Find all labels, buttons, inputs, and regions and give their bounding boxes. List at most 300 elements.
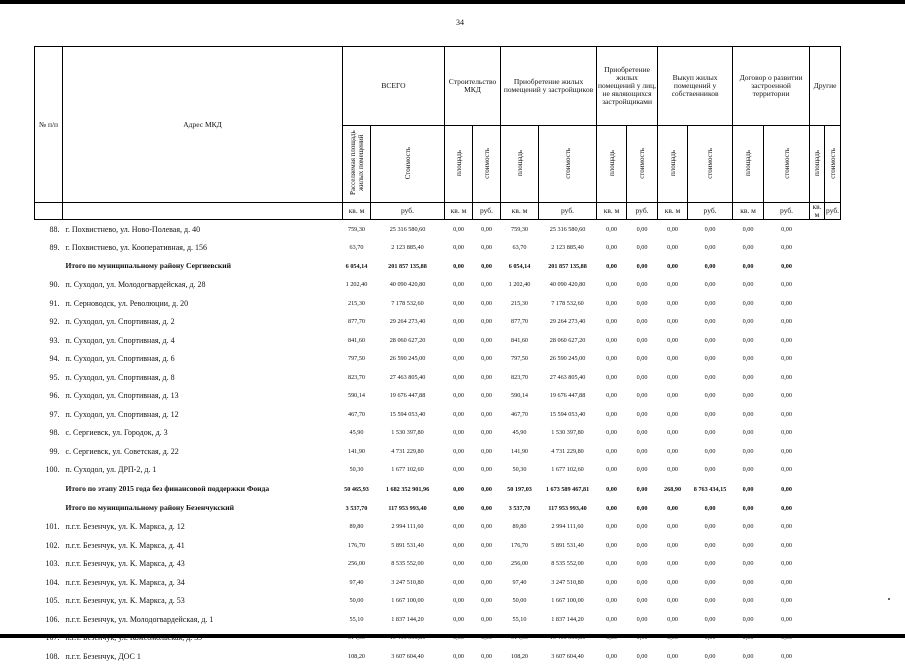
- value-cell: 201 857 135,88: [548, 262, 587, 270]
- value-cell: 0,00: [742, 336, 754, 344]
- value-cell: 8 535 552,00: [391, 560, 424, 568]
- value-cell: 0,00: [481, 504, 492, 512]
- value-cell: 0,00: [636, 597, 648, 605]
- value-cell: 823,70: [347, 373, 365, 381]
- header-group: ВСЕГО: [343, 47, 445, 126]
- value-cell: 5 891 531,40: [551, 541, 584, 549]
- value-cell: 25 316 580,60: [389, 225, 426, 233]
- table-row: [35, 518, 841, 537]
- value-cell: 0,00: [742, 578, 754, 586]
- value-cell: 0,00: [781, 281, 792, 289]
- value-cell: [810, 257, 825, 276]
- value-cell: 0,00: [481, 541, 492, 549]
- value-cell: 50,30: [512, 466, 527, 474]
- value-cell: 0,00: [453, 336, 464, 344]
- table-row: [35, 442, 841, 461]
- value-cell: 50,00: [512, 597, 527, 605]
- value-cell: 0,00: [453, 541, 464, 549]
- value-cell: [810, 555, 825, 574]
- value-cell: 0,00: [704, 652, 716, 660]
- value-cell: 0,00: [704, 392, 716, 400]
- value-cell: 0,00: [704, 281, 716, 289]
- header-subcolumn: [658, 126, 688, 203]
- value-cell: 0,00: [636, 244, 648, 252]
- value-cell: 0,00: [481, 652, 492, 660]
- value-cell: 759,30: [511, 225, 529, 233]
- value-cell: 3 247 510,80: [391, 578, 424, 586]
- value-cell: 0,00: [636, 318, 648, 326]
- value-cell: 0,00: [704, 262, 716, 270]
- value-cell: [810, 518, 825, 537]
- value-cell: 0,00: [481, 560, 492, 568]
- value-cell: 0,00: [742, 429, 754, 437]
- value-cell: 3 247 510,80: [551, 578, 584, 586]
- header-group: Приобретение жилых помещений у застройщиков: [501, 47, 597, 126]
- header-unit: руб.: [825, 203, 841, 220]
- header-subcolumn: [343, 126, 371, 203]
- value-cell: 2 994 111,60: [391, 523, 424, 531]
- value-cell: 89,80: [349, 523, 364, 531]
- value-cell: 0,00: [781, 615, 792, 623]
- value-cell: 1 202,40: [345, 281, 368, 289]
- value-cell: 0,00: [667, 560, 678, 568]
- row-number: 91.: [49, 298, 60, 308]
- table-row: [35, 461, 841, 480]
- header-subcolumn-label: стоимость: [782, 147, 791, 179]
- table-row: [35, 294, 841, 313]
- address-cell: п.г.т. Безенчук, ул. К. Маркса, д. 43: [65, 559, 185, 569]
- value-cell: 0,00: [704, 597, 716, 605]
- value-cell: 0,00: [667, 541, 678, 549]
- value-cell: 0,00: [606, 299, 617, 307]
- value-cell: 108,20: [347, 652, 365, 660]
- address-cell: с. Сергиевск, ул. Городок, д. 3: [65, 428, 168, 438]
- row-number: [35, 257, 63, 276]
- value-cell: 256,00: [347, 560, 365, 568]
- value-cell: 1 202,40: [508, 281, 531, 289]
- value-cell: 55,10: [512, 615, 527, 623]
- value-cell: 0,00: [606, 373, 617, 381]
- value-cell: 0,00: [606, 429, 617, 437]
- value-cell: 1 667 100,00: [551, 597, 584, 605]
- value-cell: 0,00: [606, 615, 617, 623]
- value-cell: 0,00: [781, 541, 792, 549]
- header-unit: кв. м: [597, 203, 627, 220]
- value-cell: 0,00: [636, 429, 648, 437]
- value-cell: 0,00: [704, 560, 716, 568]
- table-row: [35, 276, 841, 295]
- value-cell: 467,70: [347, 410, 365, 418]
- value-cell: [825, 313, 841, 332]
- row-number: 99.: [49, 446, 60, 456]
- value-cell: 6 054,14: [508, 262, 531, 270]
- value-cell: 0,00: [742, 541, 754, 549]
- value-cell: [825, 479, 841, 499]
- header-group: Строительство МКД: [445, 47, 501, 126]
- header-subcolumn-label: стоимость: [828, 147, 837, 179]
- table-row: [35, 405, 841, 424]
- value-cell: 0,00: [606, 225, 617, 233]
- value-cell: 0,00: [781, 225, 792, 233]
- row-number: 90.: [49, 280, 60, 290]
- value-cell: 0,00: [704, 318, 716, 326]
- header-group: Договор о развитии застроенной территории: [733, 47, 810, 126]
- value-cell: 0,00: [742, 447, 754, 455]
- value-cell: 0,00: [704, 447, 716, 455]
- value-cell: 0,00: [781, 429, 792, 437]
- value-cell: 0,00: [704, 615, 716, 623]
- value-cell: 7 178 532,60: [391, 299, 424, 307]
- value-cell: 40 090 420,80: [549, 281, 586, 289]
- value-cell: 0,00: [704, 373, 716, 381]
- header-unit: кв. м: [501, 203, 539, 220]
- value-cell: 50 465,93: [344, 485, 369, 493]
- total-label: Итого по муниципальному району Безенчукский: [65, 503, 234, 513]
- value-cell: 0,00: [781, 262, 792, 270]
- value-cell: 0,00: [636, 523, 648, 531]
- value-cell: 25 316 580,60: [549, 225, 586, 233]
- value-cell: 50 197,03: [507, 485, 532, 493]
- value-cell: [810, 479, 825, 499]
- value-cell: [825, 461, 841, 480]
- value-cell: 6 054,14: [345, 262, 368, 270]
- row-number: 105.: [45, 596, 60, 606]
- value-cell: 0,00: [636, 615, 648, 623]
- value-cell: 0,00: [667, 355, 678, 363]
- value-cell: 0,00: [481, 299, 492, 307]
- value-cell: 0,00: [636, 652, 648, 660]
- value-cell: [825, 331, 841, 350]
- value-cell: 0,00: [481, 318, 492, 326]
- value-cell: 0,00: [453, 392, 464, 400]
- value-cell: 176,70: [347, 541, 365, 549]
- value-cell: 0,00: [636, 410, 648, 418]
- value-cell: 0,00: [636, 281, 648, 289]
- value-cell: 45,90: [512, 429, 527, 437]
- value-cell: 0,00: [481, 615, 492, 623]
- value-cell: 0,00: [606, 560, 617, 568]
- value-cell: 1 530 397,80: [391, 429, 424, 437]
- value-cell: 29 264 273,40: [389, 318, 426, 326]
- value-cell: 0,00: [781, 466, 792, 474]
- value-cell: 5 891 531,40: [391, 541, 424, 549]
- value-cell: 0,00: [636, 225, 648, 233]
- value-cell: 0,00: [481, 523, 492, 531]
- value-cell: 0,00: [667, 225, 678, 233]
- value-cell: [810, 294, 825, 313]
- value-cell: 0,00: [453, 615, 464, 623]
- value-cell: 0,00: [781, 523, 792, 531]
- header-group: Выкуп жилых помещений у собственников: [658, 47, 733, 126]
- value-cell: 0,00: [606, 485, 617, 493]
- value-cell: [825, 405, 841, 424]
- row-number: 101.: [45, 522, 60, 532]
- value-cell: 29 264 273,40: [549, 318, 586, 326]
- value-cell: 19 676 447,88: [549, 392, 586, 400]
- header-subcolumn: [501, 126, 539, 203]
- total-row: [35, 499, 841, 518]
- address-cell: п. Серноводск, ул. Революции, д. 20: [65, 298, 189, 308]
- header-subcolumn-label: Стоимость: [403, 146, 412, 180]
- value-cell: 0,00: [606, 504, 617, 512]
- address-cell: п.г.т. Безенчук, ул. Молодогвардейская, д. 1: [65, 614, 214, 624]
- value-cell: 8 535 552,00: [551, 560, 584, 568]
- total-label: Итого по этапу 2015 года без финансовой поддержки Фонда: [65, 484, 270, 493]
- value-cell: 0,00: [667, 410, 678, 418]
- header-unit: кв. м: [658, 203, 688, 220]
- header-unit: руб.: [539, 203, 597, 220]
- value-cell: [825, 220, 841, 239]
- value-cell: 1 667 100,00: [391, 597, 424, 605]
- header-subcolumn: [733, 126, 764, 203]
- value-cell: 0,00: [781, 597, 792, 605]
- value-cell: 0,00: [481, 410, 492, 418]
- value-cell: 0,00: [636, 504, 648, 512]
- value-cell: 0,00: [781, 373, 792, 381]
- value-cell: 0,00: [481, 597, 492, 605]
- value-cell: 0,00: [704, 504, 716, 512]
- value-cell: 0,00: [481, 578, 492, 586]
- value-cell: 141,90: [347, 447, 365, 455]
- value-cell: [825, 499, 841, 518]
- value-cell: 27 463 805,40: [389, 373, 426, 381]
- value-cell: 0,00: [453, 429, 464, 437]
- value-cell: 28 060 627,20: [549, 336, 586, 344]
- row-number: 106.: [45, 614, 60, 624]
- value-cell: 0,00: [481, 225, 492, 233]
- value-cell: 0,00: [453, 318, 464, 326]
- value-cell: 0,00: [667, 244, 678, 252]
- value-cell: [810, 536, 825, 555]
- value-cell: 0,00: [481, 447, 492, 455]
- value-cell: 28 060 627,20: [389, 336, 426, 344]
- header-unit: кв. м: [810, 203, 825, 220]
- value-cell: 117 953 993,40: [388, 504, 427, 512]
- address-cell: п.г.т. Безенчук, ул. К. Маркса, д. 53: [65, 596, 185, 606]
- value-cell: 0,00: [606, 281, 617, 289]
- value-cell: 0,00: [481, 466, 492, 474]
- value-cell: 0,00: [704, 578, 716, 586]
- value-cell: 0,00: [606, 244, 617, 252]
- address-cell: с. Сергиевск, ул. Советская, д. 22: [65, 446, 179, 456]
- value-cell: 0,00: [742, 392, 754, 400]
- value-cell: 108,20: [511, 652, 529, 660]
- value-cell: 0,00: [606, 652, 617, 660]
- value-cell: 0,00: [636, 485, 648, 493]
- address-cell: п.г.т. Безенчук, ДОС 1: [65, 651, 141, 661]
- address-cell: п. Суходол, ул. Спортивная, д. 6: [65, 354, 175, 364]
- header-subcolumn-label: Расселяемая площадь жилых помещений: [348, 130, 365, 196]
- value-cell: 797,50: [347, 355, 365, 363]
- header-subcolumn: [371, 126, 445, 203]
- value-cell: 797,50: [511, 355, 529, 363]
- total-row: [35, 257, 841, 276]
- value-cell: 26 590 245,00: [389, 355, 426, 363]
- value-cell: 0,00: [742, 355, 754, 363]
- value-cell: 50,30: [349, 466, 364, 474]
- header-subcolumn: [445, 126, 473, 203]
- value-cell: 0,00: [481, 392, 492, 400]
- value-cell: 0,00: [742, 410, 754, 418]
- address-cell: п. Суходол, ул. ДРП-2, д. 1: [65, 465, 157, 475]
- table-row: [35, 592, 841, 611]
- address-cell: п. Суходол, ул. Спортивная, д. 8: [65, 372, 175, 382]
- header-subcolumn: [688, 126, 733, 203]
- value-cell: 256,00: [511, 560, 529, 568]
- value-cell: 89,80: [512, 523, 527, 531]
- value-cell: 0,00: [704, 541, 716, 549]
- row-number: 98.: [49, 428, 60, 438]
- value-cell: 0,00: [742, 299, 754, 307]
- value-cell: 0,00: [606, 541, 617, 549]
- value-cell: 3 537,70: [508, 504, 531, 512]
- address-cell: г. Похвистнево, ул. Кооперативная, д. 156: [65, 243, 208, 253]
- value-cell: 2 994 111,60: [551, 523, 584, 531]
- value-cell: 0,00: [781, 299, 792, 307]
- value-cell: 0,00: [636, 299, 648, 307]
- value-cell: 0,00: [606, 597, 617, 605]
- value-cell: 0,00: [667, 373, 678, 381]
- value-cell: 0,00: [606, 336, 617, 344]
- value-cell: 1 837 144,20: [391, 615, 424, 623]
- value-cell: 0,00: [606, 262, 617, 270]
- value-cell: 0,00: [667, 447, 678, 455]
- table-row: [35, 555, 841, 574]
- value-cell: 0,00: [453, 355, 464, 363]
- table-row: [35, 536, 841, 555]
- value-cell: [810, 239, 825, 258]
- row-number: 102.: [45, 540, 60, 550]
- value-cell: 45,90: [349, 429, 364, 437]
- value-cell: [810, 442, 825, 461]
- row-number: 103.: [45, 559, 60, 569]
- value-cell: 8 763 434,15: [693, 485, 727, 493]
- address-cell: п. Суходол, ул. Спортивная, д. 4: [65, 335, 175, 345]
- value-cell: 0,00: [742, 597, 754, 605]
- table-header: [35, 47, 841, 220]
- header-subcolumn-label: площадь: [813, 150, 822, 176]
- table-row: [35, 350, 841, 369]
- value-cell: 0,00: [742, 615, 754, 623]
- header-unit: руб.: [627, 203, 658, 220]
- row-number: 94.: [49, 354, 60, 364]
- table-row: [35, 610, 841, 629]
- value-cell: 0,00: [704, 523, 716, 531]
- value-cell: [825, 350, 841, 369]
- header-subcolumn-label: площадь: [668, 150, 677, 176]
- scan-edge-top: [0, 0, 905, 4]
- value-cell: [825, 368, 841, 387]
- value-cell: 0,00: [704, 336, 716, 344]
- table-row: [35, 424, 841, 443]
- value-cell: 0,00: [481, 336, 492, 344]
- row-number: 97.: [49, 409, 60, 419]
- value-cell: 0,00: [742, 466, 754, 474]
- value-cell: [810, 313, 825, 332]
- value-cell: 63,70: [349, 244, 364, 252]
- value-cell: 0,00: [667, 299, 678, 307]
- value-cell: [825, 573, 841, 592]
- value-cell: 176,70: [511, 541, 529, 549]
- table-row: [35, 331, 841, 350]
- value-cell: 0,00: [481, 262, 492, 270]
- value-cell: 0,00: [636, 373, 648, 381]
- header-subcolumn-label: стоимость: [706, 147, 715, 179]
- value-cell: 0,00: [781, 578, 792, 586]
- value-cell: 0,00: [667, 504, 678, 512]
- value-cell: 0,00: [742, 652, 754, 660]
- value-cell: [810, 592, 825, 611]
- value-cell: 0,00: [636, 355, 648, 363]
- value-cell: 0,00: [667, 281, 678, 289]
- value-cell: 0,00: [453, 560, 464, 568]
- value-cell: 0,00: [453, 299, 464, 307]
- value-cell: 0,00: [636, 392, 648, 400]
- value-cell: [810, 647, 825, 666]
- header-unit: руб.: [473, 203, 501, 220]
- value-cell: 3 537,70: [345, 504, 368, 512]
- row-number: 89.: [49, 243, 60, 253]
- value-cell: [825, 424, 841, 443]
- value-cell: 0,00: [481, 355, 492, 363]
- value-cell: 0,00: [606, 523, 617, 531]
- value-cell: 841,60: [347, 336, 365, 344]
- value-cell: 215,30: [347, 299, 365, 307]
- value-cell: 0,00: [781, 652, 792, 660]
- address-cell: п. Суходол, ул. Спортивная, д. 12: [65, 409, 179, 419]
- value-cell: 0,00: [742, 485, 754, 493]
- header-group: Другие: [810, 47, 841, 126]
- value-cell: 4 731 229,80: [391, 447, 424, 455]
- value-cell: 0,00: [636, 560, 648, 568]
- value-cell: 3 607 604,40: [391, 652, 424, 660]
- header-subcolumn-label: площадь: [744, 150, 753, 176]
- value-cell: 0,00: [481, 244, 492, 252]
- value-cell: [810, 461, 825, 480]
- value-cell: 1 673 589 467,81: [545, 485, 590, 493]
- header-subcolumn: [597, 126, 627, 203]
- value-cell: [825, 294, 841, 313]
- value-cell: 0,00: [667, 652, 678, 660]
- value-cell: 0,00: [606, 392, 617, 400]
- row-number: [35, 479, 63, 499]
- header-subcolumn: [810, 126, 825, 203]
- row-number: 96.: [49, 391, 60, 401]
- table-row: [35, 387, 841, 406]
- value-cell: 877,70: [511, 318, 529, 326]
- value-cell: 268,90: [664, 485, 682, 493]
- row-number: 104.: [45, 577, 60, 587]
- value-cell: 0,00: [704, 410, 716, 418]
- address-cell: п.г.т. Безенчук, ул. К. Маркса, д. 34: [65, 577, 185, 587]
- value-cell: 0,00: [606, 355, 617, 363]
- header-subcolumn: [473, 126, 501, 203]
- value-cell: 0,00: [453, 578, 464, 586]
- value-cell: 0,00: [742, 281, 754, 289]
- value-cell: 0,00: [667, 597, 678, 605]
- value-cell: 0,00: [781, 355, 792, 363]
- scan-edge-bottom: [0, 634, 905, 638]
- row-number: [35, 499, 63, 518]
- value-cell: [810, 387, 825, 406]
- address-cell: г. Похвистнево, ул. Ново-Полевая, д. 40: [65, 224, 201, 234]
- value-cell: 27 463 805,40: [549, 373, 586, 381]
- value-cell: 0,00: [667, 615, 678, 623]
- value-cell: 0,00: [742, 504, 754, 512]
- value-cell: 0,00: [481, 281, 492, 289]
- value-cell: [810, 350, 825, 369]
- resettlement-table: [34, 46, 841, 666]
